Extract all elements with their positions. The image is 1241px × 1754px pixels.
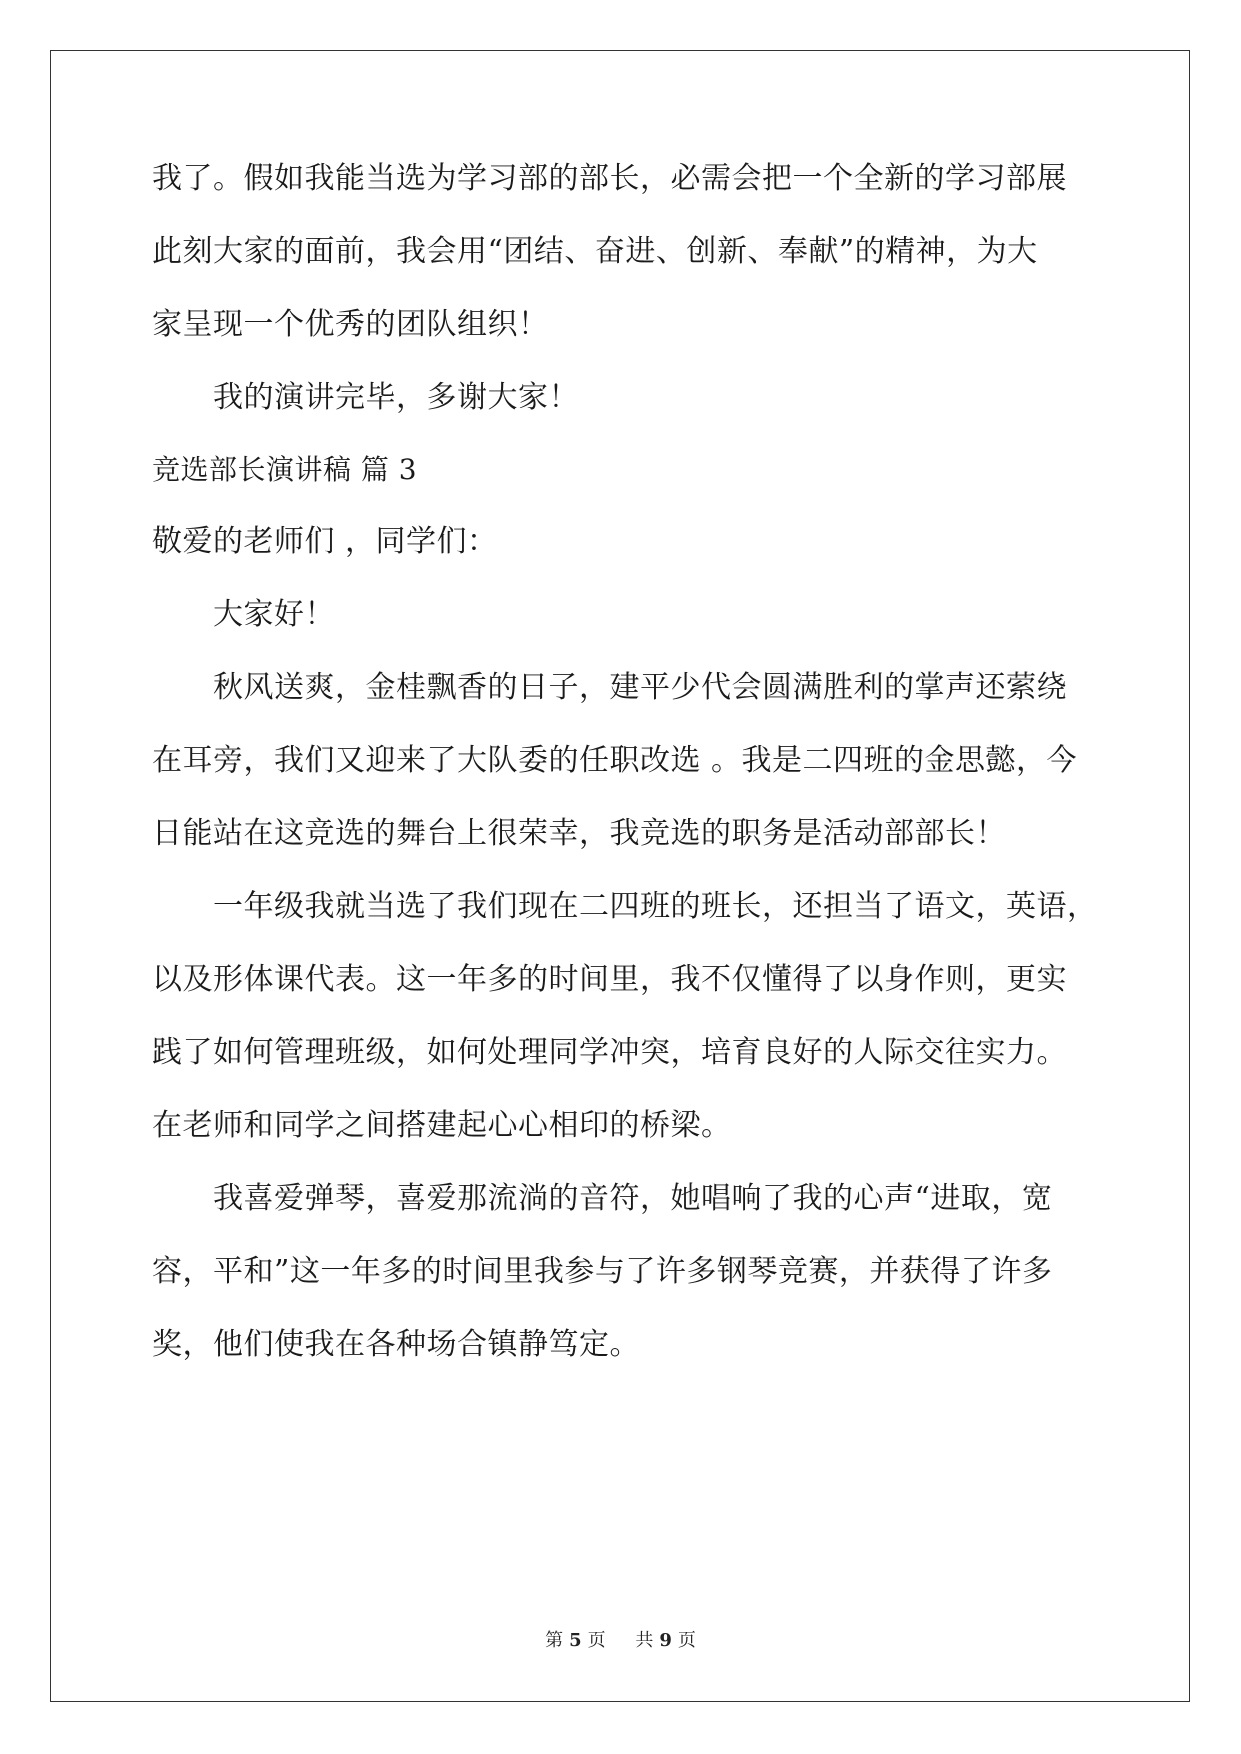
text-line: 一年级我就当选了我们现在二四班的班长，还担当了语文，英语， (152, 889, 1098, 924)
text-line: 我了。假如我能当选为学习部的部长，必需会把一个全新的学习部展 (152, 161, 1067, 196)
total-prefix: 共 (635, 1630, 654, 1651)
text-line: 日能站在这竞选的舞台上很荣幸，我竞选的职务是活动部部长！ (152, 816, 1006, 851)
text-line: 奖，他们使我在各种场合镇静笃定。 (152, 1327, 640, 1362)
total-page-number: 9 (659, 1630, 672, 1651)
section-heading: 竞选部长演讲稿 篇 3 (152, 453, 418, 486)
greeting: 大家好！ (152, 597, 335, 632)
text-line: 在老师和同学之间搭建起心心相印的桥梁。 (152, 1108, 732, 1143)
text-line: 以及形体课代表。这一年多的时间里，我不仅懂得了以身作则，更实 (152, 962, 1067, 997)
text-line: 在耳旁，我们又迎来了大队委的任职改选 。我是二四班的金思懿，今 (152, 743, 1078, 778)
text-line: 容，平和”这一年多的时间里我参与了许多钢琴竞赛，并获得了许多 (152, 1254, 1053, 1289)
page-suffix: 页 (587, 1630, 606, 1651)
text-line: 我喜爱弹琴，喜爱那流淌的音符，她唱响了我的心声“进取，宽 (152, 1181, 1053, 1216)
text-line: 秋风送爽，金桂飘香的日子，建平少代会圆满胜利的掌声还萦绕 (152, 670, 1067, 705)
total-indicator (629, 1630, 702, 1651)
text-line: 此刻大家的面前，我会用“团结、奋进、创新、奉献”的精神，为大 (152, 234, 1038, 269)
salutation: 敬爱的老师们 ，同学们： (152, 524, 498, 559)
text-line: 践了如何管理班级，如何处理同学冲突，培育良好的人际交往实力。 (152, 1035, 1067, 1070)
page-prefix: 第 (545, 1630, 564, 1651)
page-indicator (539, 1630, 612, 1651)
text-line: 家呈现一个优秀的团队组织！ (152, 307, 549, 342)
text-line: 我的演讲完毕，多谢大家！ (152, 380, 579, 415)
page-footer (0, 1630, 1241, 1652)
page-border (50, 50, 1190, 1702)
current-page-number: 5 (569, 1630, 582, 1651)
total-suffix: 页 (677, 1630, 696, 1651)
